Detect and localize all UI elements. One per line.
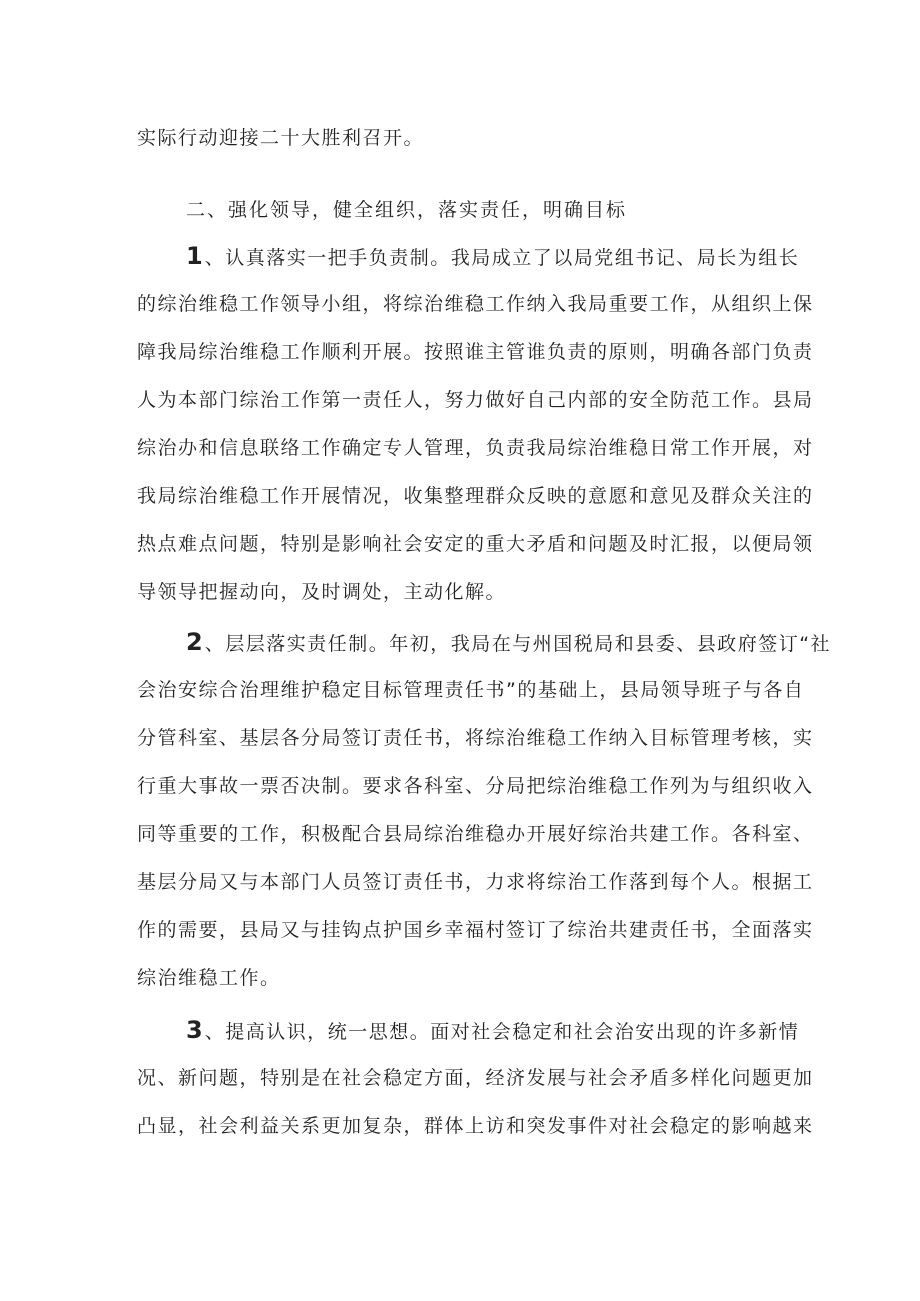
item-1-line: 热点难点问题，特别是影响社会安定的重大矛盾和问题及时汇报，以便局领 [137,533,814,555]
item-1-line: 导领导把握动向，及时调处，主动化解。 [137,581,507,603]
item-2-line: 同等重要的工作，积极配合县局综治维稳办开展好综治共建工作。各科室、 [137,823,814,845]
item-1-line: 人为本部门综治工作第一责任人，努力做好自己内部的安全防范工作。县局 [137,389,814,411]
item-3-line: 凸显，社会利益关系更加复杂，群体上访和突发事件对社会稳定的影响越来 [137,1115,814,1137]
item-2-line: 综治维稳工作。 [137,967,281,989]
intro-closing-line: 实际行动迎接二十大胜利召开。 [137,127,425,149]
section-heading: 二、强化领导，健全组织，落实责任，明确目标 [186,199,628,221]
item-1-line: 的综治维稳工作领导小组，将综治维稳工作纳入我局重要工作，从组织上保 [137,293,814,315]
item-1-line: 障我局综治维稳工作顺利开展。按照谁主管谁负责的原则，明确各部门负责 [137,341,814,363]
item-1-number: 1 [186,242,203,270]
item-1-first-line [186,242,800,272]
item-3-line: 况、新问题，特别是在社会稳定方面，经济发展与社会矛盾多样化问题更加 [137,1067,814,1089]
item-2-line: 基层分局又与本部门人员签订责任书，力求将综治工作落到每个人。根据工 [137,871,814,893]
item-3-line-text: 、提高认识，统一思想。面对社会稳定和社会治安出现的许多新情 [204,1021,800,1043]
item-3-number: 3 [186,1016,203,1044]
item-1-line: 我局综治维稳工作开展情况，收集整理群众反映的意愿和意见及群众关注的 [137,485,814,507]
item-1-line-text: 、认真落实一把手负责制。我局成立了以局党组书记、局长为组长 [204,247,800,269]
item-2-first-line [186,628,832,658]
item-1-line: 综治办和信息联络工作确定专人管理，负责我局综治维稳日常工作开展，对 [137,437,814,459]
item-2-line: 行重大事故一票否决制。要求各科室、分局把综治维稳工作列为与组织收入 [137,775,814,797]
item-2-number: 2 [186,628,203,656]
item-2-line: 会治安综合治理维护稳定目标管理责任书”的基础上，县局领导班子与各自 [137,679,805,701]
item-2-line-text: 、层层落实责任制。年初，我局在与州国税局和县委、县政府签订“社 [204,633,832,655]
item-2-line: 分管科室、基层各分局签订责任书，将综治维稳工作纳入目标管理考核，实 [137,727,814,749]
item-3-first-line [186,1016,800,1046]
item-2-line: 作的需要，县局又与挂钩点护国乡幸福村签订了综治共建责任书，全面落实 [137,919,814,941]
